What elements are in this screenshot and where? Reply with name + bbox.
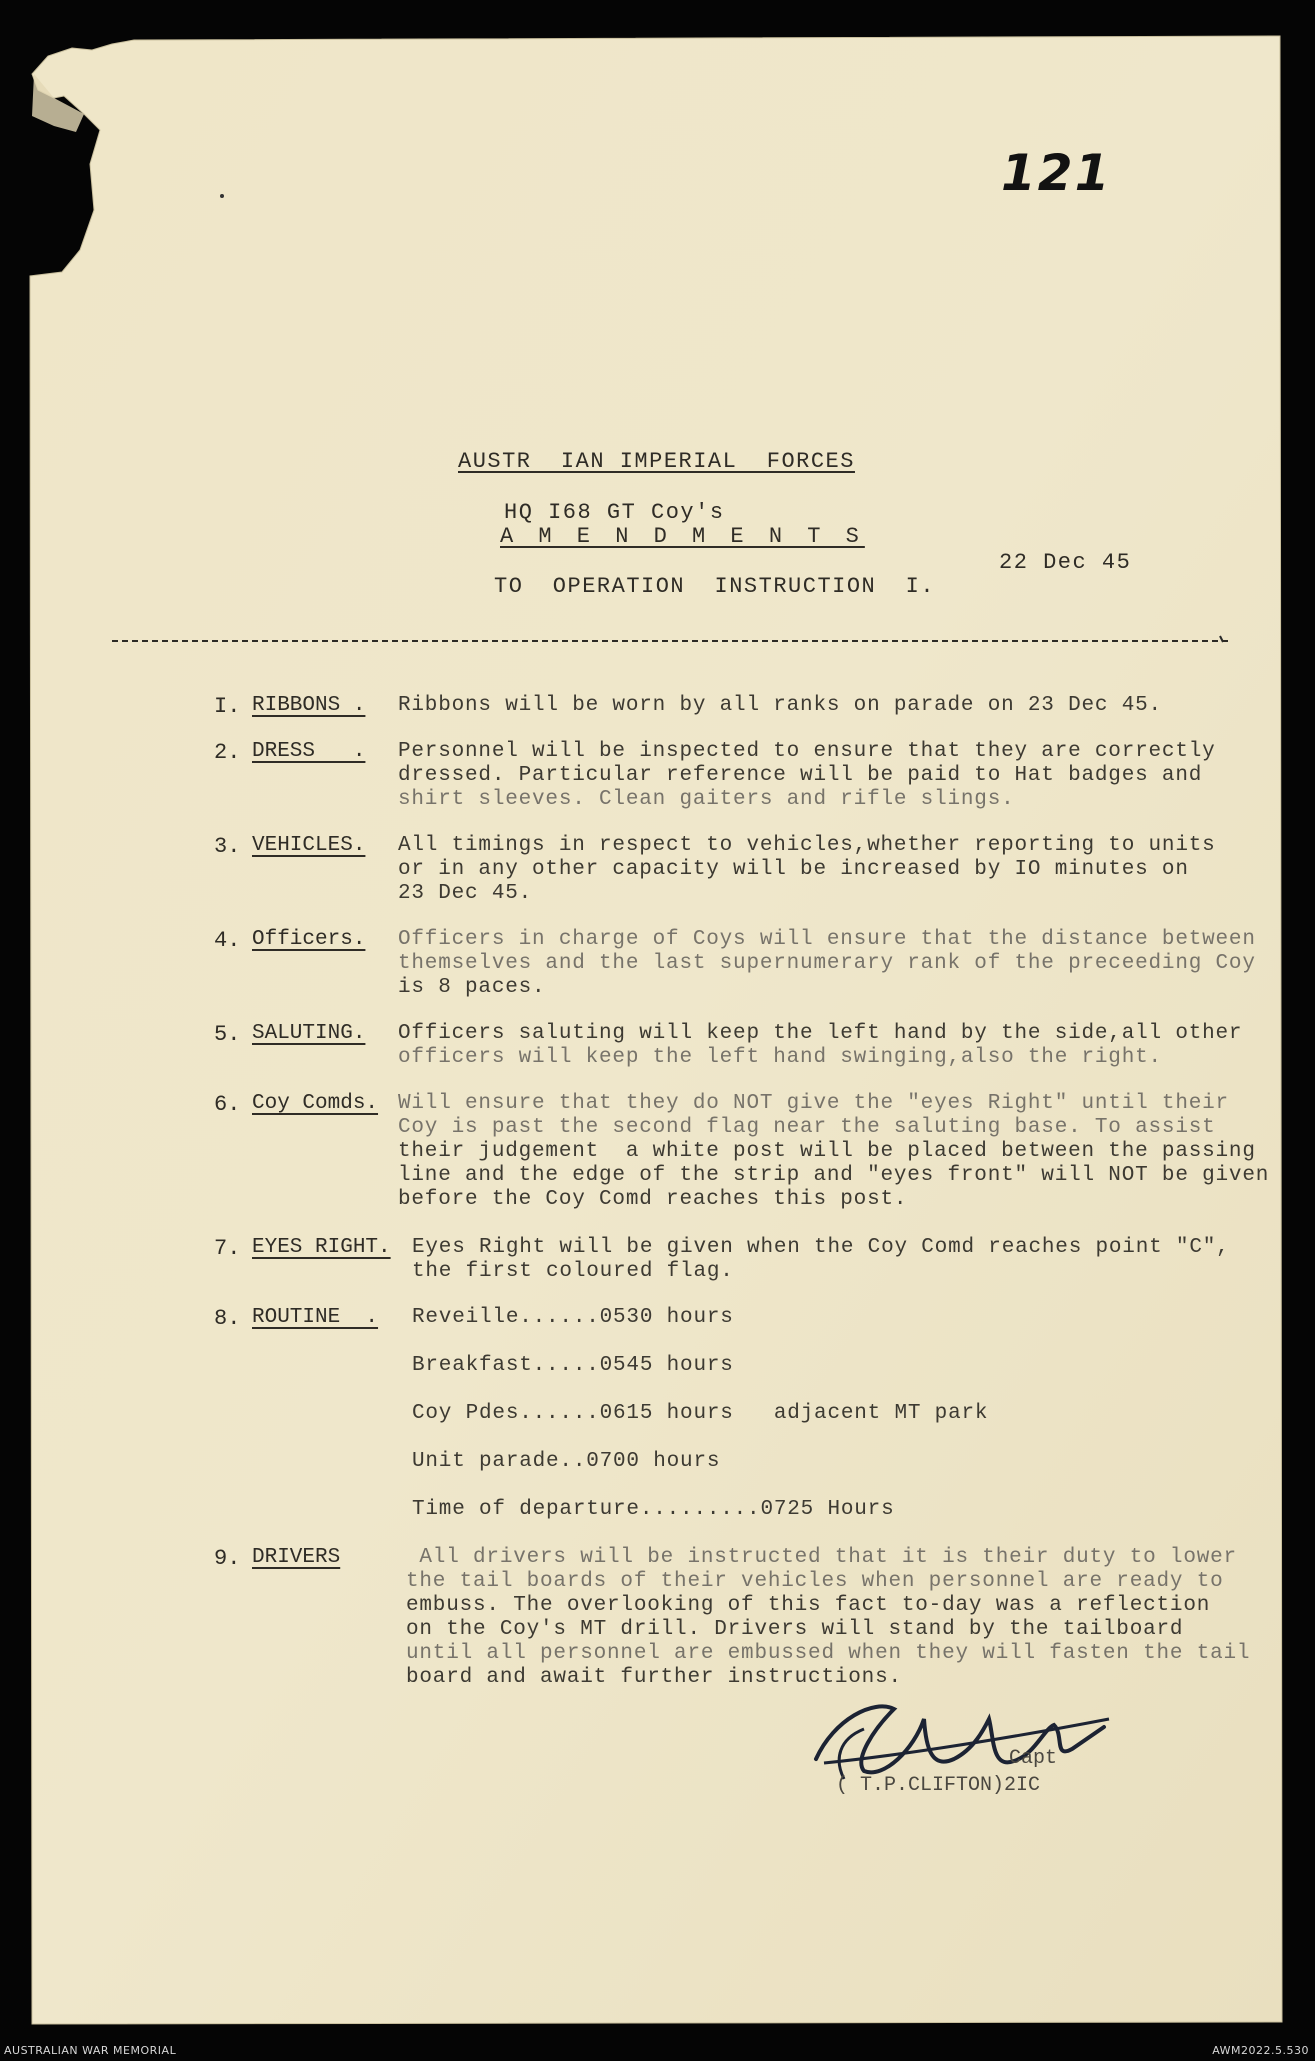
footer-source: AUSTRALIAN WAR MEMORIAL bbox=[4, 2044, 177, 2057]
item-text-line: until all personnel are embussed when they will fasten the tail bbox=[406, 1642, 1251, 1665]
item-text-line: or in any other capacity will be increased by IO minutes on bbox=[398, 858, 1189, 881]
dashed-rule bbox=[112, 640, 1228, 642]
item-text-line: All drivers will be instructed that it is their duty to lower bbox=[406, 1546, 1237, 1569]
item-text-line: Officers saluting will keep the left hand by the side,all other bbox=[398, 1022, 1243, 1045]
item-number: 6. bbox=[214, 1092, 241, 1117]
item-heading: SALUTING. bbox=[252, 1022, 366, 1045]
item-text-line: their judgement a white post will be placed between the passing bbox=[398, 1140, 1256, 1163]
amendments-title: A M E N D M E N T S bbox=[500, 524, 865, 549]
item-number: 2. bbox=[214, 740, 241, 765]
item-text-line: is 8 paces. bbox=[398, 976, 546, 999]
item-text-line: All timings in respect to vehicles,whether reporting to units bbox=[398, 834, 1216, 857]
routine-line: Unit parade..0700 hours bbox=[412, 1450, 721, 1473]
item-text-line: Personnel will be inspected to ensure that they are correctly bbox=[398, 740, 1216, 763]
item-heading: DRIVERS bbox=[252, 1546, 341, 1569]
item-text-line: the tail boards of their vehicles when personnel are ready to bbox=[406, 1570, 1224, 1593]
operation-subtitle: TO OPERATION INSTRUCTION I. bbox=[494, 574, 936, 599]
document-sheet bbox=[14, 14, 1302, 2037]
item-number: 8. bbox=[214, 1306, 241, 1331]
page-number: 121 bbox=[1001, 144, 1112, 202]
item-number: 3. bbox=[214, 834, 241, 859]
item-heading: EYES RIGHT. bbox=[252, 1236, 391, 1259]
item-text-line: board and await further instructions. bbox=[406, 1666, 902, 1689]
signature-rank: Capt bbox=[1009, 1747, 1058, 1770]
item-text-line: Ribbons will be worn by all ranks on parade on 23 Dec 45. bbox=[398, 694, 1162, 717]
item-heading: Coy Comds. bbox=[252, 1092, 379, 1115]
item-text-line: Will ensure that they do NOT give the "eyes Right" until their bbox=[398, 1092, 1229, 1115]
item-heading: RIBBONS . bbox=[252, 694, 366, 717]
item-text-line: 23 Dec 45. bbox=[398, 882, 533, 905]
routine-line: Coy Pdes......0615 hours adjacent MT park bbox=[412, 1402, 989, 1425]
item-number: 5. bbox=[214, 1022, 241, 1047]
item-number: 4. bbox=[214, 928, 241, 953]
footer-reference: AWM2022.5.530 bbox=[1212, 2044, 1309, 2057]
item-number: I. bbox=[214, 694, 241, 719]
item-heading: ROUTINE . bbox=[252, 1306, 379, 1329]
routine-line: Breakfast.....0545 hours bbox=[412, 1354, 734, 1377]
item-text-line: dressed. Particular reference will be paid to Hat badges and bbox=[398, 764, 1203, 787]
item-text-line: Coy is past the second flag near the saluting base. To assist bbox=[398, 1116, 1216, 1139]
item-text-line: the first coloured flag. bbox=[412, 1260, 734, 1283]
item-text-line: Officers in charge of Coys will ensure that the distance between bbox=[398, 928, 1256, 951]
unit-heading: HQ I68 GT Coy's bbox=[504, 500, 725, 525]
item-text-line: before the Coy Comd reaches this post. bbox=[398, 1188, 908, 1211]
routine-line: Reveille......0530 hours bbox=[412, 1306, 734, 1329]
item-text-line: Eyes Right will be given when the Coy Comd reaches point "C", bbox=[412, 1236, 1230, 1259]
item-number: 9. bbox=[214, 1546, 241, 1571]
item-heading: DRESS . bbox=[252, 740, 366, 763]
routine-line: Time of departure.........0725 Hours bbox=[412, 1498, 895, 1521]
signature-name: ( T.P.CLIFTON)2IC bbox=[836, 1774, 1041, 1797]
item-number: 7. bbox=[214, 1236, 241, 1261]
item-text-line: themselves and the last supernumerary rank of the preceeding Coy bbox=[398, 952, 1256, 975]
item-text-line: embuss. The overlooking of this fact to-day was a reflection bbox=[406, 1594, 1211, 1617]
item-text-line: line and the edge of the strip and "eyes front" will NOT be given bbox=[398, 1164, 1270, 1187]
org-heading: AUSTR IAN IMPERIAL FORCES bbox=[458, 449, 855, 474]
document-date: 22 Dec 45 bbox=[999, 550, 1132, 575]
item-text-line: on the Coy's MT drill. Drivers will stand by the tailboard bbox=[406, 1618, 1184, 1641]
item-text-line: officers will keep the left hand swinging,also the right. bbox=[398, 1046, 1162, 1069]
item-heading: Officers. bbox=[252, 928, 366, 951]
item-heading: VEHICLES. bbox=[252, 834, 366, 857]
item-text-line: shirt sleeves. Clean gaiters and rifle slings. bbox=[398, 788, 1015, 811]
